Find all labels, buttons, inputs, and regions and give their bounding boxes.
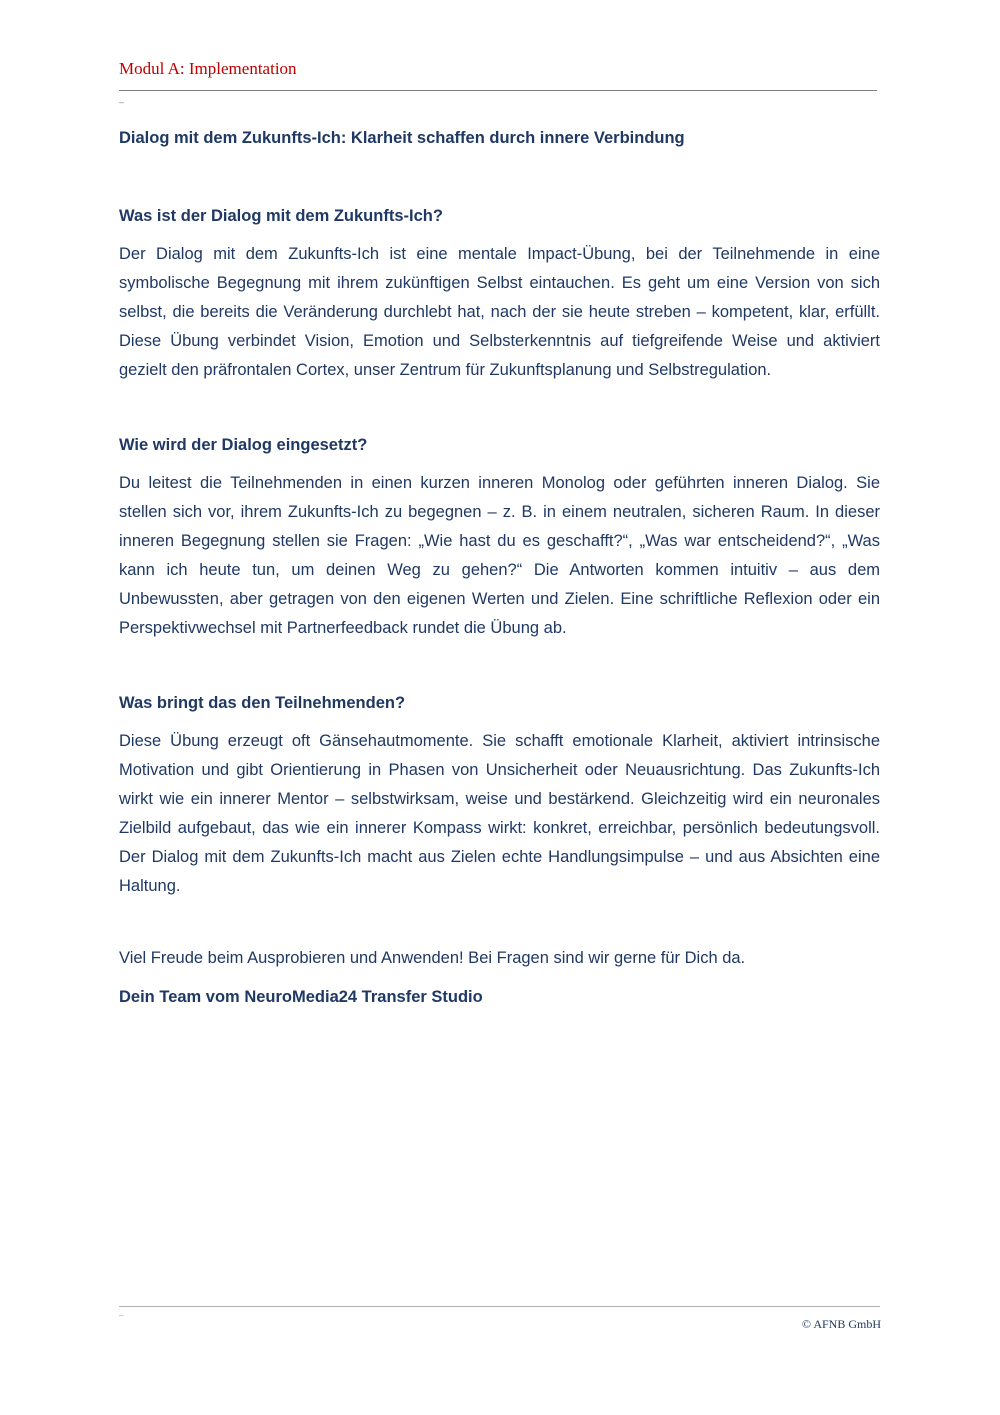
header-module-title: Modul A: Implementation <box>119 59 297 78</box>
section-paragraph: Der Dialog mit dem Zukunfts-Ich ist eine mentale Impact-Übung, bei der Teilnehmende in eine symbolische Begegnung mit ihrem zukünftigen Selbst eintauchen. Es geht um eine Version von sich selbst, die bereits die Veränderung durchlebt hat, nach der sie heute streben – kompetent, klar, erfüllt. Diese Übung verbindet Vision, Emotion und Selbsterkenntnis auf tiefgreifende Weise und aktiviert gezielt den präfrontalen Cortex, unser Zentrum für Zukunftsplanung und Selbstregulation. <box>119 245 880 379</box>
section-paragraph: Diese Übung erzeugt oft Gänsehautmomente. Sie schafft emotionale Klarheit, aktiviert intrinsische Motivation und gibt Orientierung in Phasen von Unsicherheit oder Neuausrichtung. Das Zukunfts-Ich wirkt wie ein innerer Mentor – selbstwirksam, weise und bestärkend. Gleichzeitig wird ein neuronales Zielbild aufgebaut, das wie ein innerer Kompass wirkt: konkret, erreichbar, persönlich bedeutungsvoll. Der Dialog mit dem Zukunfts-Ich macht aus Zielen echte Handlungsimpulse – und aus Absichten eine Haltung. <box>119 732 880 895</box>
document-body <box>119 127 880 1008</box>
section-heading: Was bringt das den Teilnehmenden? <box>119 694 406 712</box>
section-heading: Wie wird der Dialog eingesetzt? <box>119 436 368 454</box>
footer-divider <box>119 1306 880 1307</box>
header-divider <box>119 90 877 91</box>
section-how-used <box>119 434 880 643</box>
signature: Dein Team vom NeuroMedia24 Transfer Studio <box>119 988 483 1006</box>
section-what-is <box>119 205 880 385</box>
header-tick-mark: – <box>119 97 125 107</box>
section-paragraph: Du leitest die Teilnehmenden in einen kurzen inneren Monolog oder geführten inneren Dialog. Sie stellen sich vor, ihrem Zukunfts-Ich zu begegnen – z. B. in einem neutralen, sicheren Raum. In dieser inneren Begegnung stellen sie Fragen: „Wie hast du es geschafft?“, „Was war entscheidend?“, „Was kann ich heute tun, um deinen Weg zu gehen?“ Die Antworten kommen intuitiv – aus dem Unbewussten, aber getragen von den eigenen Werten und Zielen. Eine schriftliche Reflexion oder ein Perspektivwechsel mit Partnerfeedback rundet die Übung ab. <box>119 474 880 637</box>
section-benefits <box>119 692 880 901</box>
closing-text: Viel Freude beim Ausprobieren und Anwenden! Bei Fragen sind wir gerne für Dich da. <box>119 949 746 967</box>
footer-copyright: © AFNB GmbH <box>801 1317 881 1331</box>
document-title: Dialog mit dem Zukunfts-Ich: Klarheit schaffen durch innere Verbindung <box>119 129 685 147</box>
footer-tick-mark: – <box>119 1311 124 1320</box>
section-heading: Was ist der Dialog mit dem Zukunfts-Ich? <box>119 207 443 225</box>
